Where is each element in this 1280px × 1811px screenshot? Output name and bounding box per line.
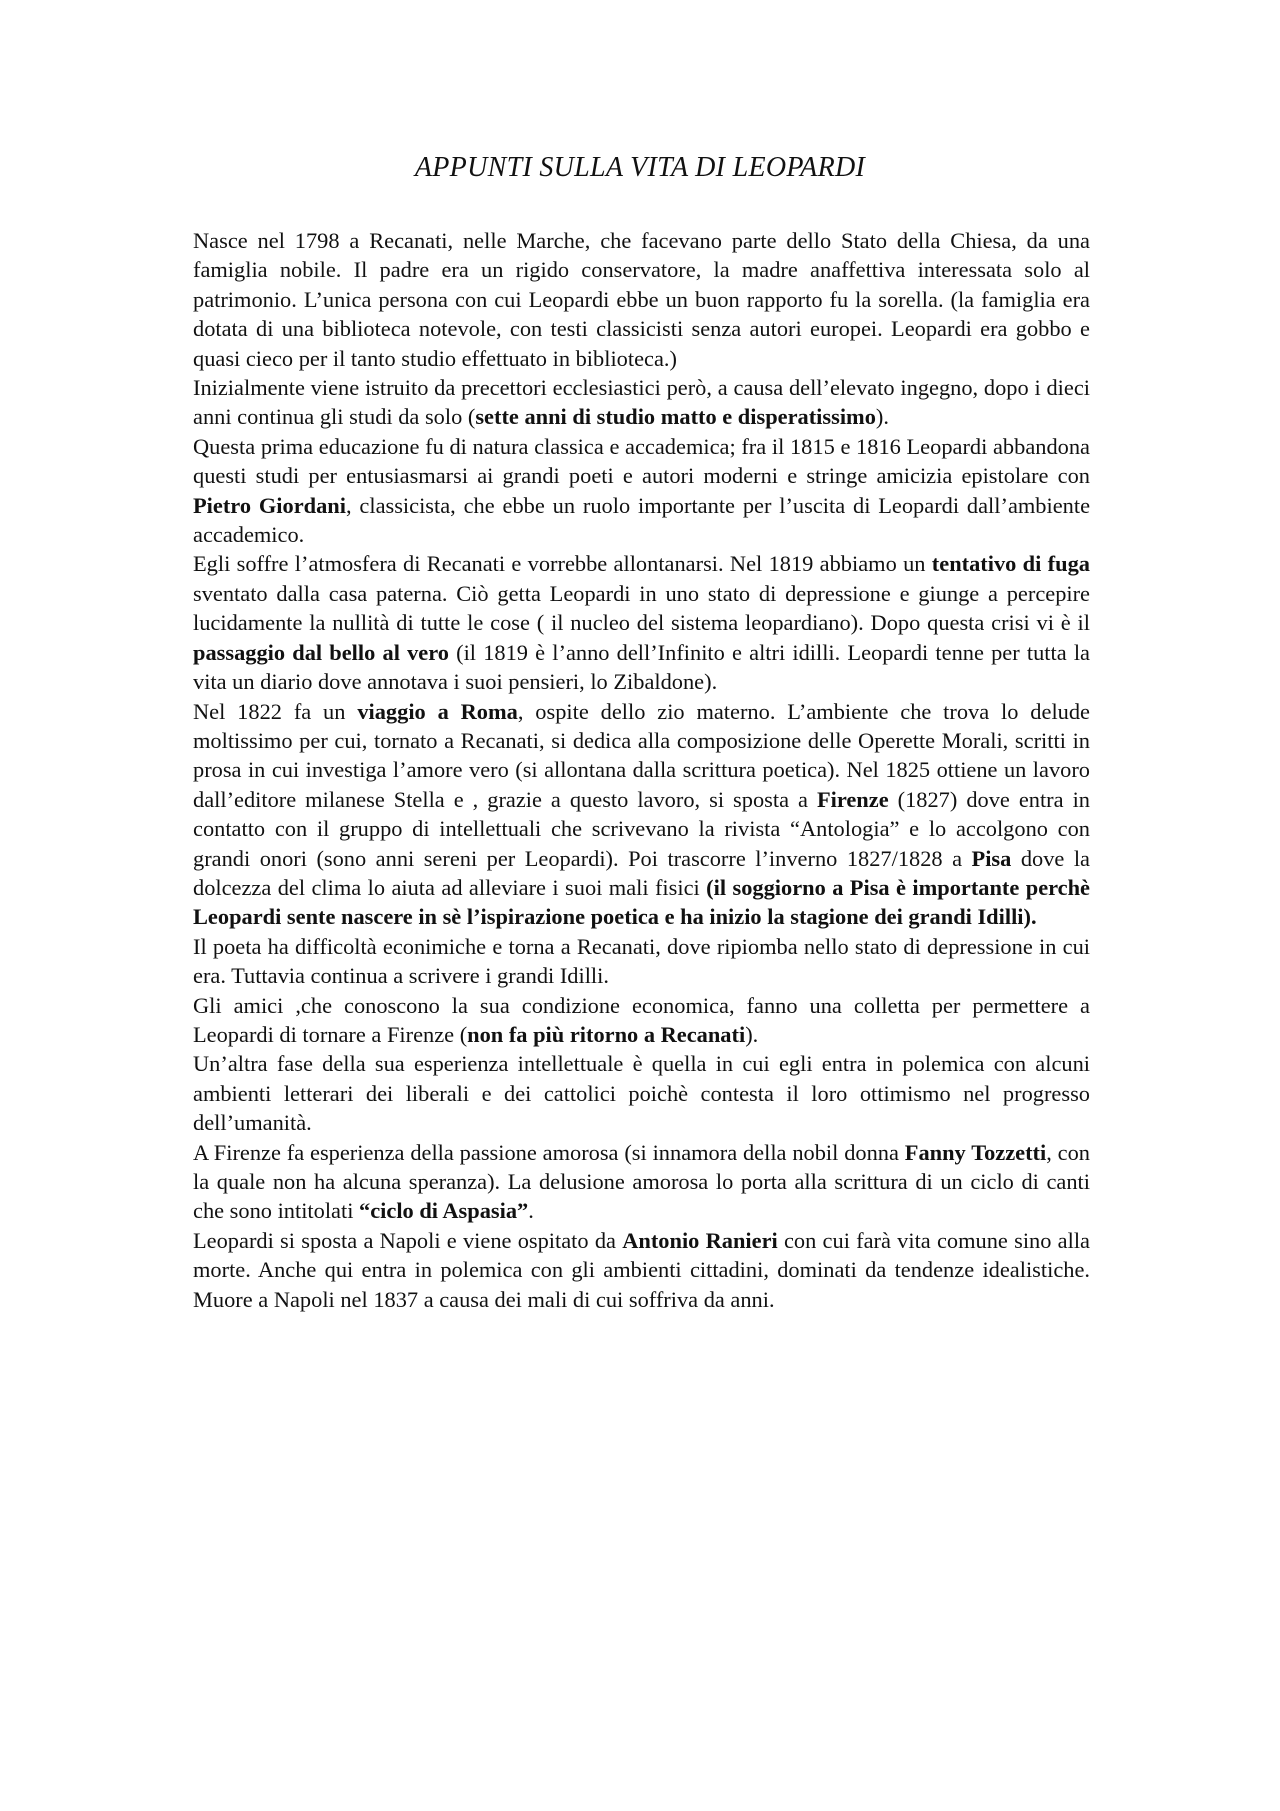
text-run: ). (745, 1021, 759, 1047)
bold-text-run: (il soggiorno a Pisa è importante perchè Leopardi sente nascere in sè l’ispirazione poetica e ha inizio la stagione dei grandi Idilli). (193, 874, 1090, 930)
paragraph-escape-attempt (193, 549, 1090, 696)
bold-text-run: Pietro Giordani (193, 492, 346, 518)
bold-text-run: tentativo di fuga (931, 551, 1090, 577)
text-run: (il 1819 è l’anno dell’Infinito e altri idilli. Leopardi tenne per tutta la vita un diario dove annotava i suoi pensieri, lo Zibaldone). (193, 639, 1090, 695)
paragraph-friends-collection (193, 991, 1090, 1050)
bold-text-run: passaggio dal bello al vero (193, 639, 449, 665)
paragraph-birth-family (193, 226, 1090, 373)
paragraph-return-recanati (193, 932, 1090, 991)
paragraph-classical-education (193, 432, 1090, 550)
text-run: Il poeta ha difficoltà econimiche e torna a Recanati, dove ripiomba nello stato di depressione in cui era. Tuttavia continua a scrivere i grandi Idilli. (193, 933, 1090, 989)
document-body (193, 226, 1090, 1314)
bold-text-run: “ciclo di Aspasia” (359, 1198, 529, 1224)
bold-text-run: Antonio Ranieri (622, 1227, 778, 1253)
text-run: sventato dalla casa paterna. Ciò getta Leopardi in uno stato di depressione e giunge a percepire lucidamente la nullità di tutte le cose ( il nucleo del sistema leopardiano). Dopo questa crisi vi è il (193, 580, 1090, 636)
text-run: con cui farà vita comune sino alla morte. Anche qui entra in polemica con gli ambienti cittadini, dominati da tendenze idealistiche. Muore a Napoli nel 1837 a causa dei mali di cui soffriva da anni. (193, 1227, 1090, 1312)
bold-text-run: Pisa (971, 845, 1012, 871)
paragraph-early-education (193, 373, 1090, 432)
text-run: . (528, 1198, 534, 1224)
text-run: dove la dolcezza del clima lo aiuta ad alleviare i suoi mali fisici (193, 845, 1090, 900)
text-run: Nel 1822 fa un (193, 698, 358, 724)
text-run: A Firenze fa esperienza della passione amorosa (si innamora della nobil donna (193, 1139, 905, 1165)
paragraph-polemic (193, 1049, 1090, 1137)
paragraph-naples-death (193, 1226, 1090, 1314)
text-run: (1827) dove entra in contatto con il gruppo di intellettuali che scrivevano la rivista “Antologia” e lo accolgono con grandi onori (sono anni sereni per Leopardi). Poi trascorre l’inverno 1827/1828 a (193, 786, 1090, 871)
text-run: Leopardi si sposta a Napoli e viene ospitato da (193, 1227, 623, 1253)
bold-text-run: non fa più ritorno a Recanati (467, 1021, 746, 1047)
text-run: ). (875, 404, 889, 430)
text-run: , con la quale non ha alcuna speranza). La delusione amorosa lo porta alla scrittura di un ciclo di canti che sono intitolati (193, 1139, 1090, 1224)
bold-text-run: Fanny Tozzetti (904, 1139, 1047, 1165)
text-run: , classicista, che ebbe un ruolo importante per l’uscita di Leopardi dall’ambiente accademico. (193, 492, 1091, 548)
text-run: Gli amici ,che conoscono la sua condizione economica, fanno una colletta per permettere a Leopardi di tornare a Firenze ( (193, 992, 1090, 1047)
text-run: Un’altra fase della sua esperienza intellettuale è quella in cui egli entra in polemica con alcuni ambienti letterari dei liberali e dei cattolici poichè contesta il loro ottimismo nel progresso dell’umanità. (193, 1051, 1090, 1136)
paragraph-rome-florence-pisa (193, 697, 1090, 932)
text-run: Egli soffre l’atmosfera di Recanati e vorrebbe allontanarsi. Nel 1819 abbiamo un (193, 551, 932, 577)
text-run: Inizialmente viene istruito da precettori ecclesiastici però, a causa dell’elevato ingegno, dopo i dieci anni continua gli studi da solo ( (193, 375, 1090, 430)
text-run: , ospite dello zio materno. L’ambiente che trova lo delude moltissimo per cui, tornato a Recanati, si dedica alla composizione delle Operette Morali, scritti in prosa in cui investiga l’amore vero (si allontana dalla scrittura poetica). Nel 1825 ottiene un lavoro dall’editore milanese Stella e , grazie a questo lavoro, si sposta a (193, 698, 1090, 812)
bold-text-run: Firenze (816, 786, 889, 812)
text-run: Nasce nel 1798 a Recanati, nelle Marche, che facevano parte dello Stato della Chiesa, da una famiglia nobile. Il padre era un rigido conservatore, la madre anaffettiva interessata solo al patrimonio. L’unica persona con cui Leopardi ebbe un buon rapporto fu la sorella. (la famiglia era dotata di una biblioteca notevole, con testi classicisti senza autori europei. Leopardi era gobbo e quasi cieco per il tanto studio effettuato in biblioteca.) (193, 228, 1090, 371)
bold-text-run: viaggio a Roma (357, 698, 518, 724)
document-title: APPUNTI SULLA VITA DI LEOPARDI (414, 152, 866, 183)
bold-text-run: sette anni di studio matto e disperatissimo (475, 404, 876, 430)
text-run: Questa prima educazione fu di natura classica e accademica; fra il 1815 e 1816 Leopardi abbandona questi studi per entusiasmarsi ai grandi poeti e autori moderni e stringe amicizia epistolare con (193, 433, 1090, 489)
paragraph-love-aspasia (193, 1138, 1090, 1226)
